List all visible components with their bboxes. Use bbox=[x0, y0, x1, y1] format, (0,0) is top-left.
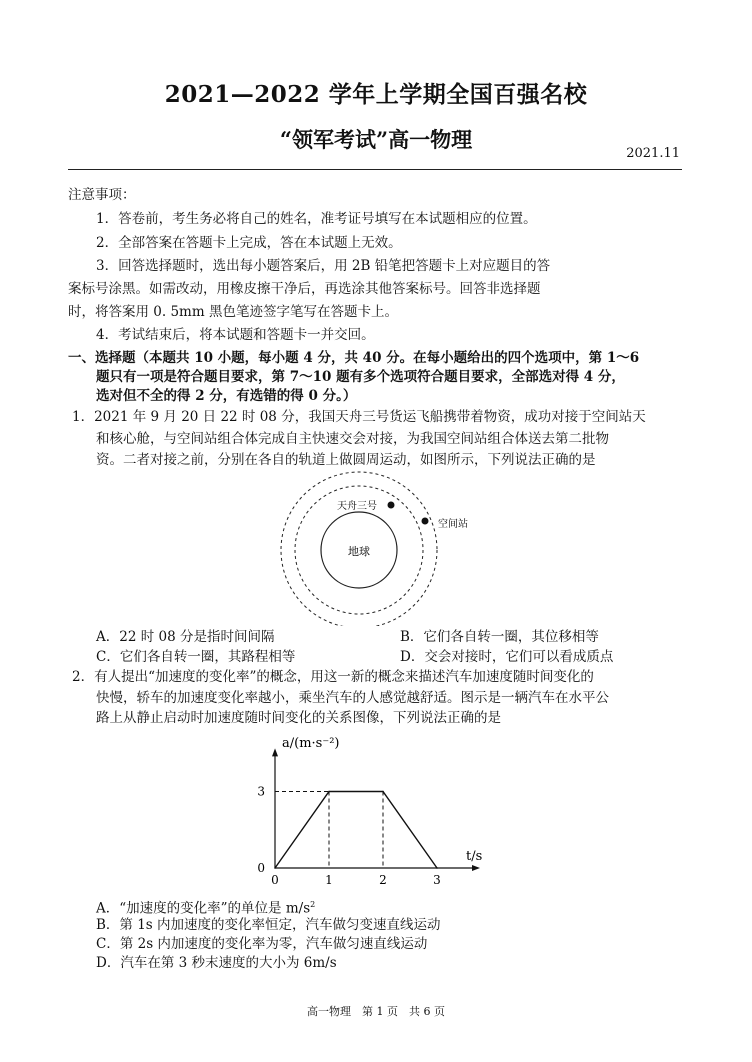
x-axis-label: t/s bbox=[466, 849, 483, 864]
question-2-option-a-text: A．“加速度的变化率”的单位是 m/s bbox=[96, 900, 311, 917]
question-1-text: 和核心舱，与空间站组合体完成自主快速交会对接，为我国空间站组合体送去第二批物 bbox=[96, 431, 609, 447]
question-1-option-a: A．22 时 08 分是指时间间隔 bbox=[96, 629, 275, 645]
notice-item: 案标号涂黑。如需改动，用橡皮擦干净后，再选涂其他答案标号。回答非选择题 bbox=[68, 281, 541, 297]
question-2-option-a bbox=[96, 896, 315, 918]
x-tick-label: 0 bbox=[271, 873, 279, 887]
x-tick-label: 3 bbox=[433, 873, 441, 887]
notice-item: 1．答卷前，考生务必将自己的姓名，准考证号填写在本试题相应的位置。 bbox=[96, 211, 537, 227]
orbit-diagram bbox=[270, 466, 470, 626]
x-axis-arrow bbox=[472, 865, 480, 871]
acceleration-time-chart bbox=[240, 728, 510, 898]
question-1-option-c: C．它们各自转一圈，其路程相等 bbox=[96, 649, 296, 665]
station-dot bbox=[422, 518, 429, 525]
question-1-option-d: D．交会对接时，它们可以看成质点 bbox=[400, 649, 614, 665]
section-instruction: 题只有一项是符合题目要求，第 7～10 题有多个选项符合题目要求，全部选对得 4 分， bbox=[96, 369, 625, 385]
station-label: 空间站 bbox=[438, 519, 468, 530]
question-2-option-d: D．汽车在第 3 秒末速度的大小为 6m/s bbox=[96, 955, 337, 971]
y-axis-arrow bbox=[272, 748, 278, 756]
exam-date: 2021.11 bbox=[626, 146, 680, 161]
y-axis-label: a/(m·s⁻²) bbox=[282, 736, 340, 751]
y-tick-label: 3 bbox=[257, 784, 265, 799]
data-point bbox=[382, 791, 384, 793]
question-1-option-b: B．它们各自转一圈，其位移相等 bbox=[400, 629, 599, 645]
notice-item: 4．考试结束后，将本试题和答题卡一并交回。 bbox=[96, 327, 375, 343]
exam-title: 2021—2022 学年上学期全国百强名校 bbox=[164, 81, 588, 108]
x-tick-label: 1 bbox=[325, 873, 333, 887]
data-point bbox=[436, 867, 438, 869]
question-2-text: 2．有人提出“加速度的变化率”的概念，用这一新的概念来描述汽车加速度随时间变化的 bbox=[72, 669, 594, 685]
ship-dot bbox=[388, 502, 395, 509]
header-divider bbox=[68, 169, 682, 170]
notice-item: 3．回答选择题时，选出每小题答案后，用 2B 铅笔把答题卡上对应题目的答 bbox=[96, 258, 551, 274]
unit-superscript: 2 bbox=[310, 900, 316, 909]
exam-subtitle: “领军考试”高一物理 bbox=[279, 127, 473, 152]
ship-label: 天舟三号 bbox=[337, 501, 377, 512]
page-footer: 高一物理 第 1 页 共 6 页 bbox=[307, 1005, 445, 1018]
y-tick-label: 0 bbox=[257, 861, 265, 875]
earth-label: 地球 bbox=[348, 545, 370, 558]
question-2-option-c: C．第 2s 内加速度的变化率为零，汽车做匀速直线运动 bbox=[96, 936, 428, 952]
question-2-text: 快慢，轿车的加速度变化率越小，乘坐汽车的人感觉越舒适。图示是一辆汽车在水平公 bbox=[96, 690, 609, 706]
data-point bbox=[328, 791, 330, 793]
data-point bbox=[274, 867, 276, 869]
question-1-text: 资。二者对接之前，分别在各自的轨道上做圆周运动，如图所示，下列说法正确的是 bbox=[96, 452, 596, 468]
x-tick-label: 2 bbox=[379, 873, 387, 887]
section-instruction: 选对但不全的得 2 分，有选错的得 0 分。） bbox=[96, 388, 357, 404]
series-line bbox=[275, 792, 437, 869]
notice-heading: 注意事项： bbox=[68, 187, 136, 203]
question-2-option-b: B．第 1s 内加速度的变化率恒定，汽车做匀变速直线运动 bbox=[96, 917, 441, 933]
section-instruction: 一、选择题（本题共 10 小题，每小题 4 分，共 40 分。在每小题给出的四个选项中，第 1～6 bbox=[68, 350, 640, 366]
notice-item: 时，将答案用 0. 5mm 黑色笔迹签字笔写在答题卡上。 bbox=[68, 304, 398, 320]
question-1-text: 1．2021 年 9 月 20 日 22 时 08 分，我国天舟三号货运飞船携带着物资，成功对接于空间站天 bbox=[72, 409, 646, 425]
notice-item: 2．全部答案在答题卡上完成，答在本试题上无效。 bbox=[96, 235, 402, 251]
question-2-text: 路上从静止启动时加速度随时间变化的关系图像，下列说法正确的是 bbox=[96, 710, 501, 726]
